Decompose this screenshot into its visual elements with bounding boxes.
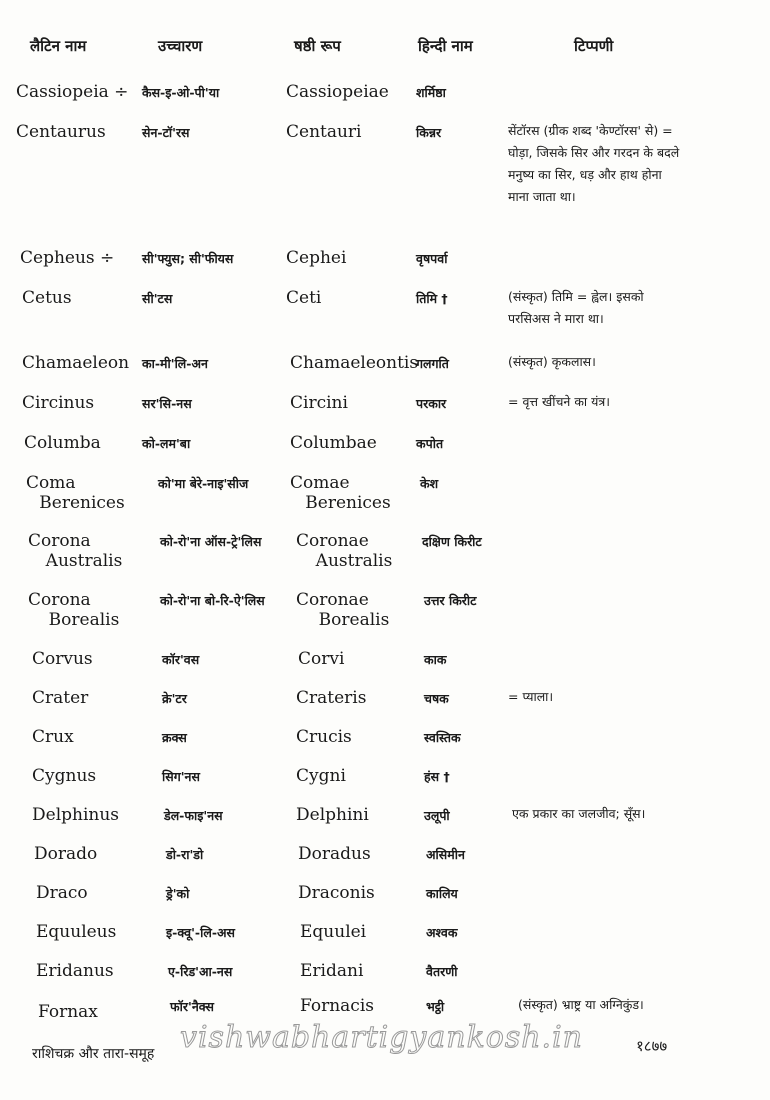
genitive-form: Doradus xyxy=(298,844,371,864)
hindi-name: वैतरणी xyxy=(426,964,458,979)
hindi-name: तिमि † xyxy=(416,291,448,306)
hindi-name: हंस † xyxy=(424,769,450,784)
latin-name: Crater xyxy=(32,688,89,708)
note: (संस्कृत) कृकलास। xyxy=(508,354,596,369)
pronunciation: फॉर'नैक्स xyxy=(170,999,214,1014)
genitive-form: Equulei xyxy=(300,922,367,942)
pronunciation: को-लम'बा xyxy=(142,436,191,451)
genitive-form: Centauri xyxy=(286,122,362,142)
genitive-form: Crateris xyxy=(296,688,367,708)
running-footer: राशिचक्र और तारा-समूह xyxy=(32,1046,155,1062)
genitive-form: Columbae xyxy=(290,433,377,453)
genitive-form: Cassiopeiae xyxy=(286,82,389,102)
hindi-name: स्वस्तिक xyxy=(424,730,461,745)
page-number: १८७७ xyxy=(636,1037,668,1055)
latin-name: Cepheus ÷ xyxy=(20,248,115,268)
genitive-form: Chamaeleontis xyxy=(290,353,419,373)
latin-name: Corvus xyxy=(32,649,93,669)
header-genitive: षष्ठी रूप xyxy=(294,37,341,55)
note: (संस्कृत) तिमि = ह्वेल। इसको परसिअस ने मारा था। xyxy=(508,289,644,326)
note: (संस्कृत) भ्राष्ट्र या अग्निकुंड। xyxy=(518,997,644,1012)
hindi-name: गलगति xyxy=(416,356,449,371)
hindi-name: अश्वक xyxy=(426,925,458,940)
watermark: vishwabhartigyankosh.in xyxy=(180,1020,583,1055)
genitive-form: Coronae Australis xyxy=(296,531,393,571)
latin-name: Coma Berenices xyxy=(26,473,125,513)
latin-name: Cetus xyxy=(22,288,72,308)
latin-name: Circinus xyxy=(22,393,95,413)
latin-name: Eridanus xyxy=(36,961,114,981)
hindi-name: परकार xyxy=(416,396,447,411)
hindi-name: काक xyxy=(424,652,447,667)
pronunciation: कैस-इ-ओ-पी'या xyxy=(142,85,220,100)
genitive-form: Delphini xyxy=(296,805,369,825)
pronunciation: ए-रिड'आ-नस xyxy=(168,964,233,979)
pronunciation: कॉर'वस xyxy=(162,652,200,667)
genitive-form: Circini xyxy=(290,393,348,413)
pronunciation: डो-रा'डो xyxy=(166,847,204,862)
note: = वृत्त खींचने का यंत्र। xyxy=(508,394,611,409)
hindi-name: केश xyxy=(420,476,439,491)
pronunciation: सर'सि-नस xyxy=(142,396,192,411)
latin-name: Dorado xyxy=(34,844,98,864)
pronunciation: को-रो'ना ऑस-ट्रे'लिस xyxy=(160,534,262,549)
genitive-form: Fornacis xyxy=(300,996,374,1016)
hindi-name: किन्नर xyxy=(416,125,442,140)
hindi-name: असिमीन xyxy=(426,847,465,862)
hindi-name: कपोत xyxy=(416,436,444,451)
latin-name: Corona Australis xyxy=(28,531,123,571)
genitive-form: Comae Berenices xyxy=(290,473,391,513)
latin-name: Delphinus xyxy=(32,805,120,825)
latin-name: Crux xyxy=(32,727,74,747)
latin-name: Columba xyxy=(24,433,101,453)
note: एक प्रकार का जलजीव; सूँस। xyxy=(512,806,646,821)
latin-name: Draco xyxy=(36,883,88,903)
header-latin: लैटिन नाम xyxy=(30,37,87,55)
genitive-form: Coronae Borealis xyxy=(296,590,390,630)
latin-name: Chamaeleon xyxy=(22,353,130,373)
hindi-name: उत्तर किरीट xyxy=(424,593,477,608)
latin-name: Cygnus xyxy=(32,766,97,786)
latin-name: Cassiopeia ÷ xyxy=(16,82,129,102)
genitive-form: Crucis xyxy=(296,727,352,747)
pronunciation: सी'फ्युस; सी'फीयस xyxy=(142,251,234,266)
header-note: टिप्पणी xyxy=(574,37,614,55)
pronunciation: डेल-फाइ'नस xyxy=(164,808,223,823)
pronunciation: क्रक्स xyxy=(162,730,187,745)
pronunciation: सिग'नस xyxy=(162,769,200,784)
latin-name: Equuleus xyxy=(36,922,117,942)
latin-name: Centaurus xyxy=(16,122,106,142)
pronunciation: ड्रे'को xyxy=(166,886,190,901)
hindi-name: दक्षिण किरीट xyxy=(422,534,482,549)
pronunciation: इ-क्वू'-लि-अस xyxy=(166,925,236,940)
genitive-form: Cephei xyxy=(286,248,347,268)
genitive-form: Corvi xyxy=(298,649,345,669)
hindi-name: उलूपी xyxy=(424,808,450,823)
pronunciation: को-रो'ना बो-रि-ऐ'लिस xyxy=(160,593,265,608)
genitive-form: Draconis xyxy=(298,883,375,903)
note: = प्याला। xyxy=(508,689,554,704)
hindi-name: वृषपर्वा xyxy=(416,251,448,266)
header-pronunciation: उच्चारण xyxy=(158,37,203,55)
pronunciation: का-मी'लि-अन xyxy=(142,356,208,371)
hindi-name: चषक xyxy=(424,691,449,706)
genitive-form: Ceti xyxy=(286,288,322,308)
header-hindi: हिन्दी नाम xyxy=(418,37,473,55)
hindi-name: कालिय xyxy=(426,886,458,901)
genitive-form: Eridani xyxy=(300,961,364,981)
hindi-name: भट्ठी xyxy=(426,999,445,1014)
note: सेंटॉरस (ग्रीक शब्द 'केण्टॉरस' से) = घोड़ा, जिसके सिर और गरदन के बदले मनुष्य का सिर, धड़ और हाथ होना माना जाता था। xyxy=(508,123,680,204)
latin-name: Fornax xyxy=(38,1002,98,1022)
genitive-form: Cygni xyxy=(296,766,346,786)
pronunciation: क्रे'टर xyxy=(162,691,187,706)
pronunciation: को'मा बेरे-नाइ'सीज xyxy=(158,476,249,491)
hindi-name: शर्मिष्ठा xyxy=(416,85,446,100)
pronunciation: सेन-टॉ'रस xyxy=(142,125,190,140)
latin-name: Corona Borealis xyxy=(28,590,120,630)
pronunciation: सी'टस xyxy=(142,291,173,306)
